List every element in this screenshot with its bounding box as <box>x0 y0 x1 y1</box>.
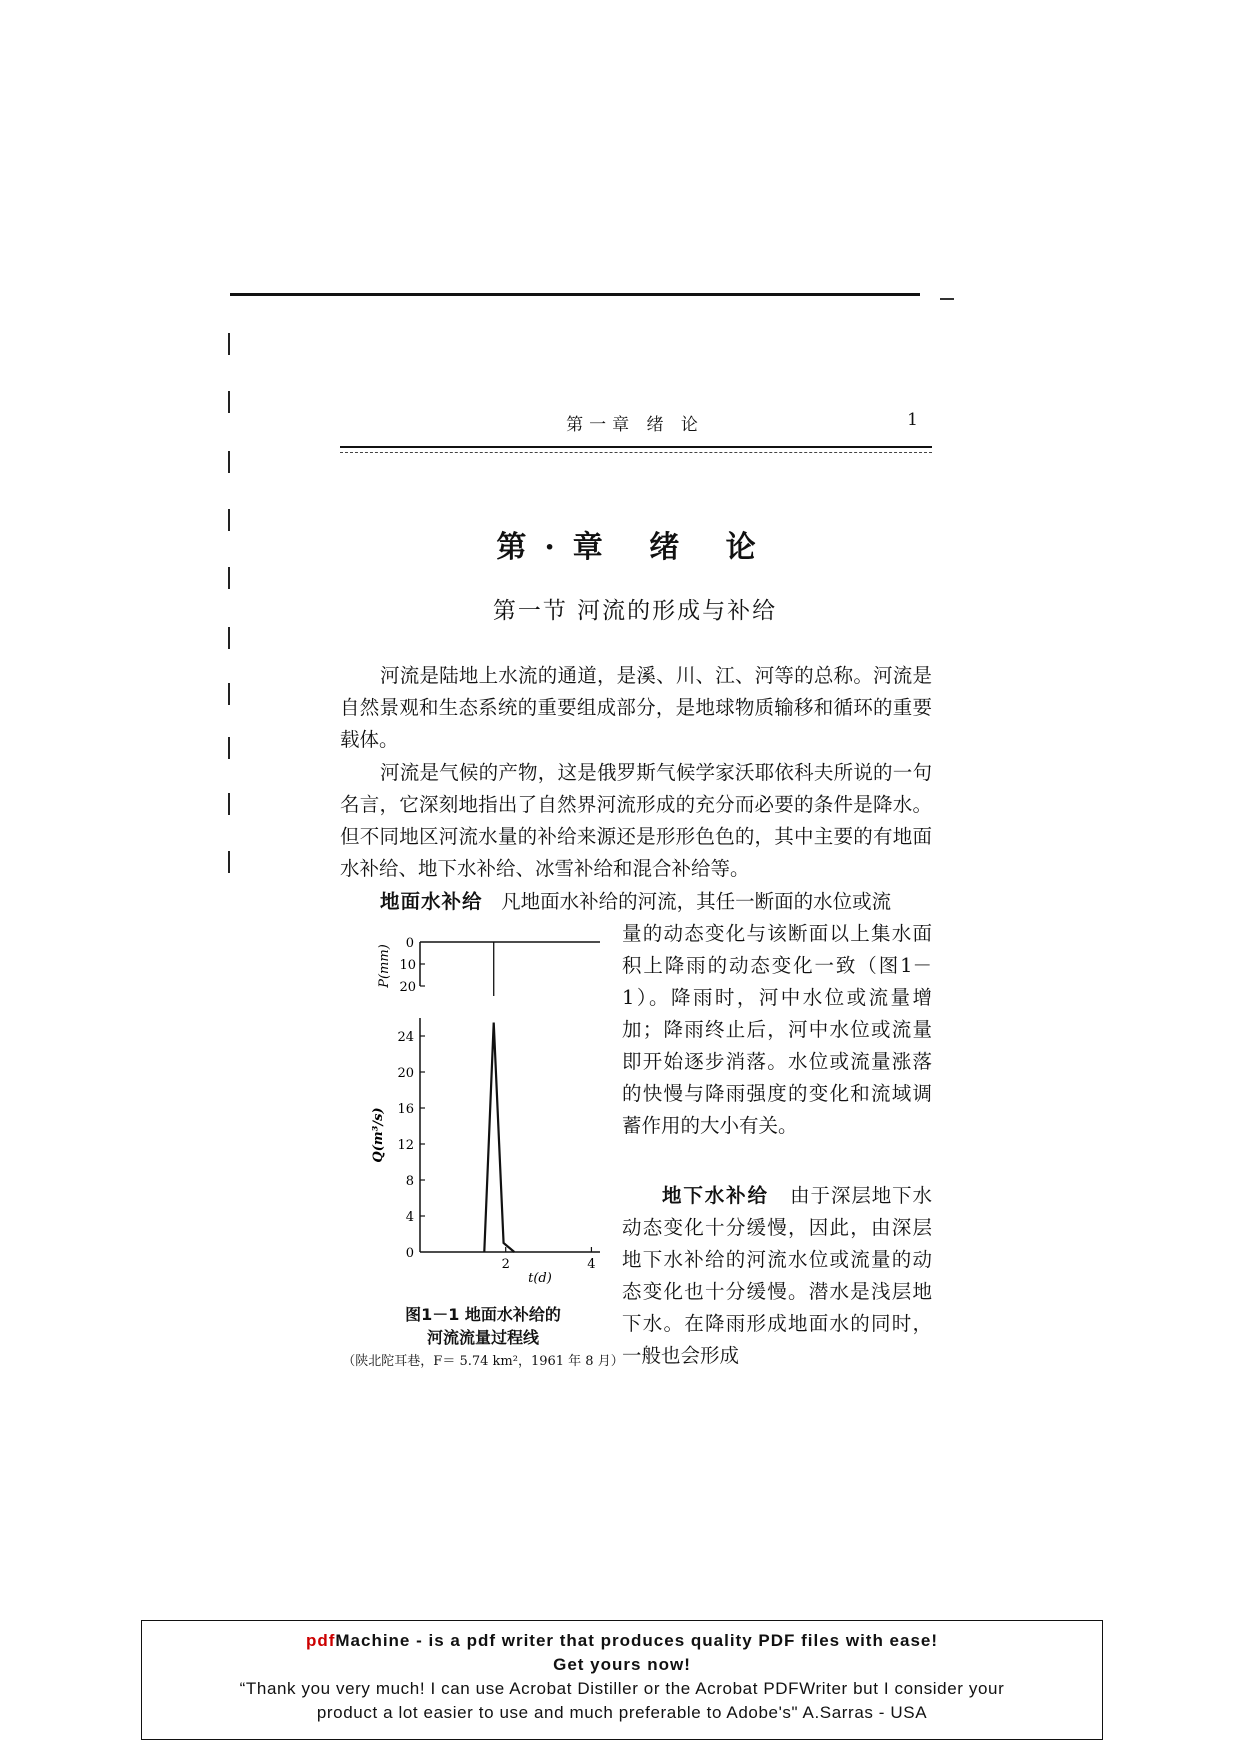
footer-brand: pdf <box>305 1631 336 1650</box>
scan-top-rule <box>230 293 920 296</box>
run-in-heading-surface: 地面水补给 <box>380 890 483 913</box>
paragraph-1: 河流是陆地上水流的通道，是溪、川、江、河等的总称。河流是自然景观和生态系统的重要组成部分，是地球物质输移和循环的重要载体。 <box>340 664 932 751</box>
paragraph-3-lead-text: 凡地面水补给的河流，其任一断面的水位或流 <box>501 890 892 913</box>
q-tick-label-8: 8 <box>405 1174 414 1189</box>
figure-caption-subtitle: 河流流量过程线 <box>426 1328 539 1347</box>
section-title: 第一节 河流的形成与补给 <box>492 598 778 624</box>
scan-top-dash <box>940 298 954 300</box>
margin-tick <box>228 509 230 531</box>
margin-tick <box>228 391 230 413</box>
p-axis-label: P(mm) <box>377 944 392 988</box>
hydrograph-chart <box>340 930 620 1300</box>
margin-tick <box>228 451 230 473</box>
pdfmachine-footer <box>141 1620 1103 1740</box>
q-axis-label: Q(m³/s) <box>371 1107 386 1163</box>
margin-tick <box>228 333 230 355</box>
paragraph-3-body: 量的动态变化与该断面以上集水面积上降雨的动态变化一致（图1－1）。降雨时，河中水位或流量增加；降雨终止后，河中水位或流量即开始逐步消落。水位或流量涨落的快慢与降雨强度的变化和流域调蓄作用的大小有关。 <box>622 922 932 1137</box>
page-number: 1 <box>907 410 918 430</box>
margin-tick <box>228 683 230 705</box>
paragraph-4-text: 由于深层地下水动态变化十分缓慢，因此，由深层地下水补给的河流水位或流量的动态变化也十分缓慢。潜水是浅层地下水。在降雨形成地面水的同时，一般也会形成 <box>622 1184 932 1367</box>
q-tick-label-24: 24 <box>397 1030 414 1045</box>
margin-tick <box>228 793 230 815</box>
margin-tick <box>228 737 230 759</box>
paragraph-3-lead <box>340 886 932 918</box>
running-title: 第一章 绪 论 <box>566 415 704 435</box>
chapter-title: 第·章 绪 论 <box>496 530 774 565</box>
x-tick-label-2: 2 <box>501 1257 510 1272</box>
x-tick-label-4: 4 <box>587 1257 596 1272</box>
footer-line-2: Get yours now! <box>553 1655 691 1674</box>
margin-tick <box>228 567 230 589</box>
figure-caption-source: （陕北陀耳巷，F＝ 5.74 km²，1961 年 8 月） <box>342 1354 624 1369</box>
margin-tick <box>228 627 230 649</box>
running-header <box>340 410 930 440</box>
footer-line-4: product a lot easier to use and much preferable to Adobe's" A.Sarras - USA <box>316 1703 928 1722</box>
q-tick-label-16: 16 <box>397 1102 414 1117</box>
margin-tick <box>228 851 230 873</box>
hydrograph-series <box>484 1023 514 1253</box>
figure-caption-title: 图1－1 地面水补给的 <box>405 1305 561 1324</box>
footer-line-1-text: Machine - is a pdf writer that produces quality PDF files with ease! <box>335 1631 939 1650</box>
paragraph-2: 河流是气候的产物，这是俄罗斯气候学家沃耶依科夫所说的一句名言，它深刻地指出了自然界河流形成的充分而必要的条件是降水。但不同地区河流水量的补给来源还是形形色色的，其中主要的有地面水补给、地下水补给、冰雪补给和混合补给等。 <box>340 761 932 880</box>
footer-line-1 <box>142 1631 1102 1651</box>
p-tick-label-0: 0 <box>405 936 414 951</box>
p-tick-label-20: 20 <box>399 980 416 995</box>
run-in-heading-groundwater: 地下水补给 <box>662 1184 769 1207</box>
footer-line-3: “Thank you very much! I can use Acrobat Distiller or the Acrobat PDFWriter but I consider your <box>239 1679 1005 1698</box>
header-rule <box>340 446 932 448</box>
q-tick-label-20: 20 <box>397 1066 414 1081</box>
q-tick-label-4: 4 <box>405 1210 414 1225</box>
header-rule-dashed <box>340 452 932 453</box>
p-tick-label-10: 10 <box>399 958 416 973</box>
x-axis-label: t(d) <box>528 1271 552 1286</box>
paragraph-4 <box>622 1180 932 1372</box>
q-tick-label-0: 0 <box>405 1246 414 1261</box>
q-tick-label-12: 12 <box>397 1138 414 1153</box>
